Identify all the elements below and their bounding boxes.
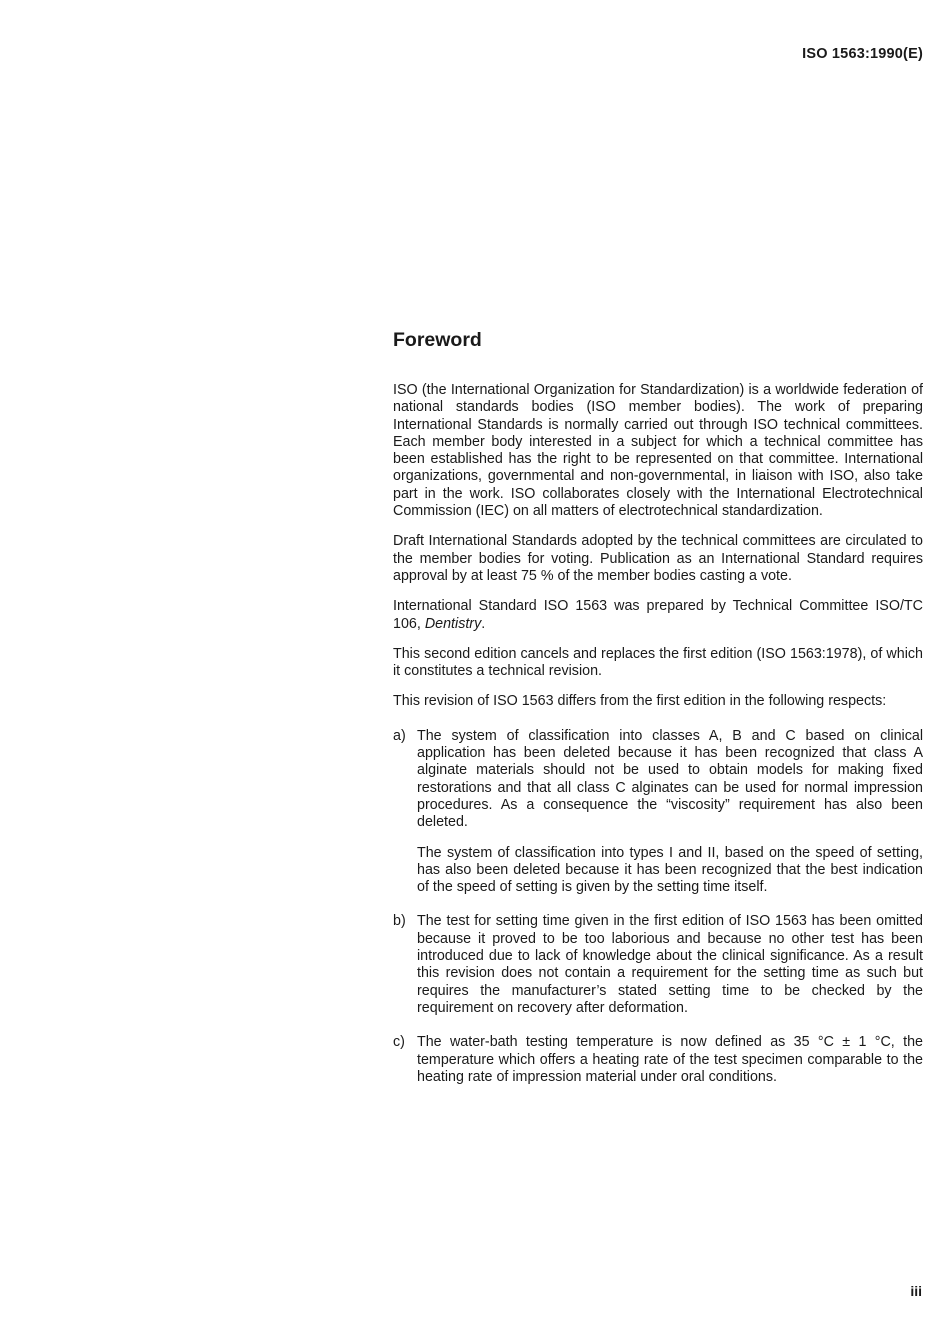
paragraph-3-text: International Standard ISO 1563 was prepared by Technical Committee ISO/TC 106, [393, 598, 923, 632]
foreword-title: Foreword [393, 329, 482, 351]
list-item-text: The system of classification into classes A, B and C based on clinical application has been deleted because it has been recognized that class A alginate materials should not be used to obtain models for making fixed restorations and that all class C alginates can be used for normal impression procedures. As a consequence the “viscosity” requirement has also been deleted. [417, 727, 923, 831]
document-id: ISO 1563:1990(E) [802, 46, 923, 62]
list-item-text-continued: The system of classification into types I and II, based on the speed of setting, has also been deleted because it has been recognized that the best indication of the speed of setting is given by the setting time itself. [417, 844, 923, 896]
foreword-section [393, 326, 923, 1086]
foreword-paragraph-2: Draft International Standards adopted by the technical committees are circulated to the member bodies for voting. Publication as an International Standard requires approval by at least 75 % of the member bodies casting a vote. [393, 533, 923, 584]
list-item [393, 728, 923, 897]
page-number: iii [910, 1283, 922, 1299]
list-marker: c) [393, 1034, 405, 1051]
list-item-text: The water-bath testing temperature is now defined as 35 °C ± 1 °C, the temperature which offers a heating rate of the test specimen comparable to the heating rate of impression material under oral conditions. [417, 1034, 923, 1085]
list-item [393, 1034, 923, 1086]
foreword-paragraph-4: This second edition cancels and replaces the first edition (ISO 1563:1978), of which it constitutes a technical revision. [393, 645, 923, 680]
foreword-paragraph-3 [393, 598, 923, 633]
paragraph-3-end: . [481, 615, 486, 632]
list-marker: a) [393, 727, 406, 744]
foreword-paragraph-1: ISO (the International Organization for Standardization) is a worldwide federation of national standards bodies (ISO member bodies). The work of preparing International Standards is normally carried out through ISO technical committees. Each member body interested in a subject for which a technical committee has been established has the right to be represented on that committee. International organizations, governmental and non-governmental, in liaison with ISO, also take part in the work. ISO collaborates closely with the International Electrotechnical Commission (IEC) on all matters of electrotechnical standardization. [393, 382, 923, 520]
foreword-paragraph-5: This revision of ISO 1563 differs from the first edition in the following respects: [393, 693, 887, 710]
list-item-text: The test for setting time given in the first edition of ISO 1563 has been omitted because it proved to be too laborious and because no other test has been introduced due to lack of knowledge about the clinical significance. As a result this revision does not contain a requirement for the setting time as such but requires the manufacturer’s stated setting time to be checked by the requirement on recovery after deformation. [417, 913, 923, 1016]
committee-name: Dentistry [424, 615, 482, 632]
list-item [393, 913, 923, 1017]
list-marker: b) [393, 913, 406, 930]
